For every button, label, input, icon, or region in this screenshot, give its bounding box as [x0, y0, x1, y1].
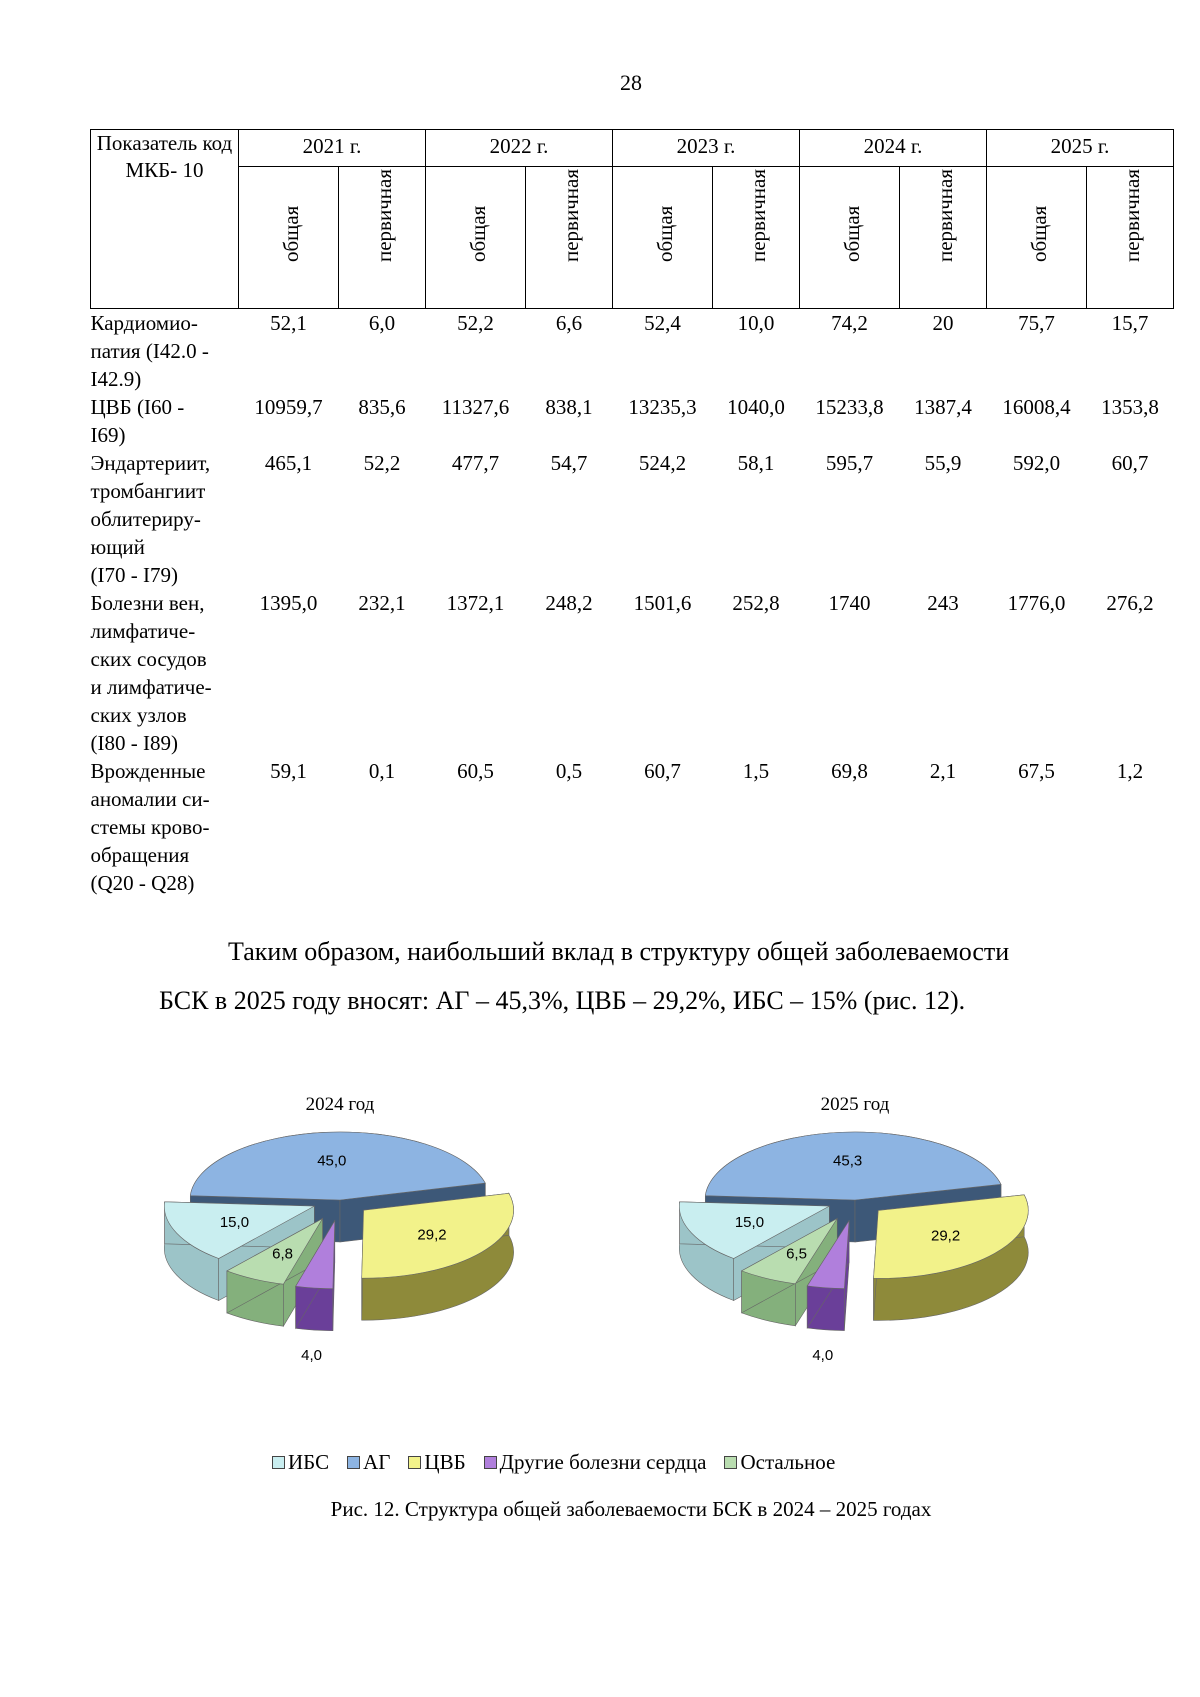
row-label: Врожденные аномалии си- стемы крово- обращения (Q20 - Q28) [90, 759, 210, 895]
paragraph-line-2: БСК в 2025 году вносят: АГ – 45,3%, ЦВБ – 29,2%, ИБС – 15% (рис. 12). [159, 986, 966, 1015]
pie-data-label: 15,0 [734, 1213, 765, 1231]
header-year: 2021 г. [239, 130, 426, 167]
table-row [91, 449, 1174, 589]
pie-data-label: 6,8 [272, 1245, 293, 1263]
legend-item-rest [724, 1450, 835, 1475]
table-cell: 252,8 [732, 591, 780, 615]
table-cell: 13235,3 [628, 395, 697, 419]
page-number: 28 [620, 70, 642, 95]
table-cell: 592,0 [1012, 451, 1061, 475]
legend-label: ИБС [288, 1450, 330, 1474]
header-year: 2024 г. [800, 130, 987, 167]
table-cell: 15233,8 [815, 395, 884, 419]
header-primary: первичная [713, 167, 800, 309]
table-cell: 52,4 [644, 311, 681, 335]
table-cell: 75,7 [1018, 311, 1055, 335]
table-cell: 52,1 [270, 311, 307, 335]
morbidity-table [90, 129, 1174, 897]
pie-data-label: 29,2 [417, 1226, 447, 1244]
table-cell: 6,0 [368, 311, 396, 335]
pie-data-label: 45,3 [833, 1152, 863, 1170]
legend-swatch [724, 1456, 737, 1469]
table-cell: 15,7 [1111, 311, 1149, 335]
pie-charts [150, 1080, 1090, 1380]
pie-2024 [164, 1132, 513, 1364]
table-cell: 232,1 [358, 591, 406, 615]
table-cell: 69,8 [831, 759, 868, 783]
header-general: общая [987, 167, 1087, 309]
table-cell: 60,7 [1111, 451, 1149, 475]
legend-label: Другие болезни сердца [499, 1450, 707, 1474]
table-cell: 67,5 [1018, 759, 1055, 783]
legend-swatch [408, 1456, 421, 1469]
table-cell: 1,5 [742, 759, 770, 783]
table-cell: 838,1 [545, 395, 593, 419]
header-year: 2025 г. [987, 130, 1174, 167]
table-cell: 248,2 [545, 591, 593, 615]
legend-label: Остальное [740, 1450, 836, 1474]
table-cell: 10959,7 [254, 395, 323, 419]
table-cell: 465,1 [264, 451, 313, 475]
header-year: 2022 г. [426, 130, 613, 167]
table-cell: 60,5 [457, 759, 494, 783]
table-cell: 74,2 [831, 311, 868, 335]
table-cell: 835,6 [358, 395, 406, 419]
table-cell: 243 [927, 591, 959, 615]
table-cell: 1,2 [1116, 759, 1144, 783]
table-cell: 276,2 [1106, 591, 1154, 615]
table-cell: 595,7 [825, 451, 874, 475]
row-label: Кардиомио- патия (I42.0 - I42.9) [90, 311, 209, 391]
table-cell: 1776,0 [1007, 591, 1066, 615]
table-cell: 1395,0 [259, 591, 318, 615]
table-cell: 11327,6 [441, 395, 510, 419]
table-cell: 54,7 [550, 451, 588, 475]
chart-legend [272, 1450, 835, 1475]
table-cell: 477,7 [451, 451, 500, 475]
pie-data-label: 45,0 [317, 1152, 347, 1170]
table-cell: 1501,6 [633, 591, 692, 615]
header-primary: первичная [339, 167, 426, 309]
table-cell: 10,0 [737, 311, 775, 335]
table-cell: 6,6 [555, 311, 583, 335]
header-general: общая [613, 167, 713, 309]
header-year: 2023 г. [613, 130, 800, 167]
legend-label: АГ [363, 1450, 391, 1474]
table-cell: 524,2 [638, 451, 687, 475]
pie-data-label: 6,5 [786, 1245, 807, 1263]
pie-data-label: 29,2 [931, 1227, 961, 1245]
legend-swatch [484, 1456, 497, 1469]
row-label: Эндартериит, тромбангиит облитериру- ющий (I70 - I79) [90, 451, 211, 587]
table-cell: 60,7 [644, 759, 681, 783]
table-cell: 1040,0 [727, 395, 785, 419]
header-primary: первичная [1087, 167, 1174, 309]
table-cell: 20 [932, 311, 954, 335]
chart-title-2024: 2024 год [305, 1094, 375, 1115]
pie-data-label: 4,0 [812, 1346, 834, 1364]
header-primary: первичная [900, 167, 987, 309]
row-label: ЦВБ (I60 - I69) [90, 395, 185, 447]
legend-item-ibs [272, 1450, 329, 1475]
table-cell: 1353,8 [1101, 395, 1159, 419]
table-cell: 59,1 [270, 759, 307, 783]
table-row [91, 757, 1174, 897]
table-cell: 16008,4 [1002, 395, 1071, 419]
table-cell: 1372,1 [446, 591, 505, 615]
table-cell: 52,2 [457, 311, 494, 335]
legend-swatch [272, 1456, 285, 1469]
header-general: общая [426, 167, 526, 309]
header-general: общая [239, 167, 339, 309]
table-cell: 58,1 [737, 451, 775, 475]
table-cell: 0,1 [368, 759, 396, 783]
header-primary: первичная [526, 167, 613, 309]
chart-title-2025: 2025 год [820, 1094, 890, 1115]
legend-item-ag [347, 1450, 390, 1475]
header-general: общая [800, 167, 900, 309]
table-cell: 55,9 [924, 451, 962, 475]
legend-swatch [347, 1456, 360, 1469]
table-cell: 1740 [828, 591, 871, 615]
legend-label: ЦВБ [424, 1450, 466, 1474]
pie-2025 [679, 1132, 1028, 1364]
pie-data-label: 15,0 [219, 1213, 250, 1231]
header-indicator: Показатель код МКБ- 10 [91, 130, 239, 309]
table-row [91, 589, 1174, 757]
pie-data-label: 4,0 [301, 1347, 323, 1365]
figure-caption: Рис. 12. Структура общей заболеваемости БСК в 2024 – 2025 годах [330, 1497, 932, 1521]
legend-item-cvb [408, 1450, 465, 1475]
table-row [91, 309, 1174, 394]
table-cell: 2,1 [929, 759, 957, 783]
table-cell: 0,5 [555, 759, 583, 783]
row-label: Болезни вен, лимфатиче- ских сосудов и лимфатиче- ских узлов (I80 - I89) [90, 591, 212, 755]
legend-item-other-heart [484, 1450, 707, 1475]
table-cell: 1387,4 [914, 395, 972, 419]
table-cell: 52,2 [363, 451, 401, 475]
table-row [91, 393, 1174, 449]
paragraph-line-1: Таким образом, наибольший вклад в структуру общей заболеваемости [228, 937, 1010, 966]
